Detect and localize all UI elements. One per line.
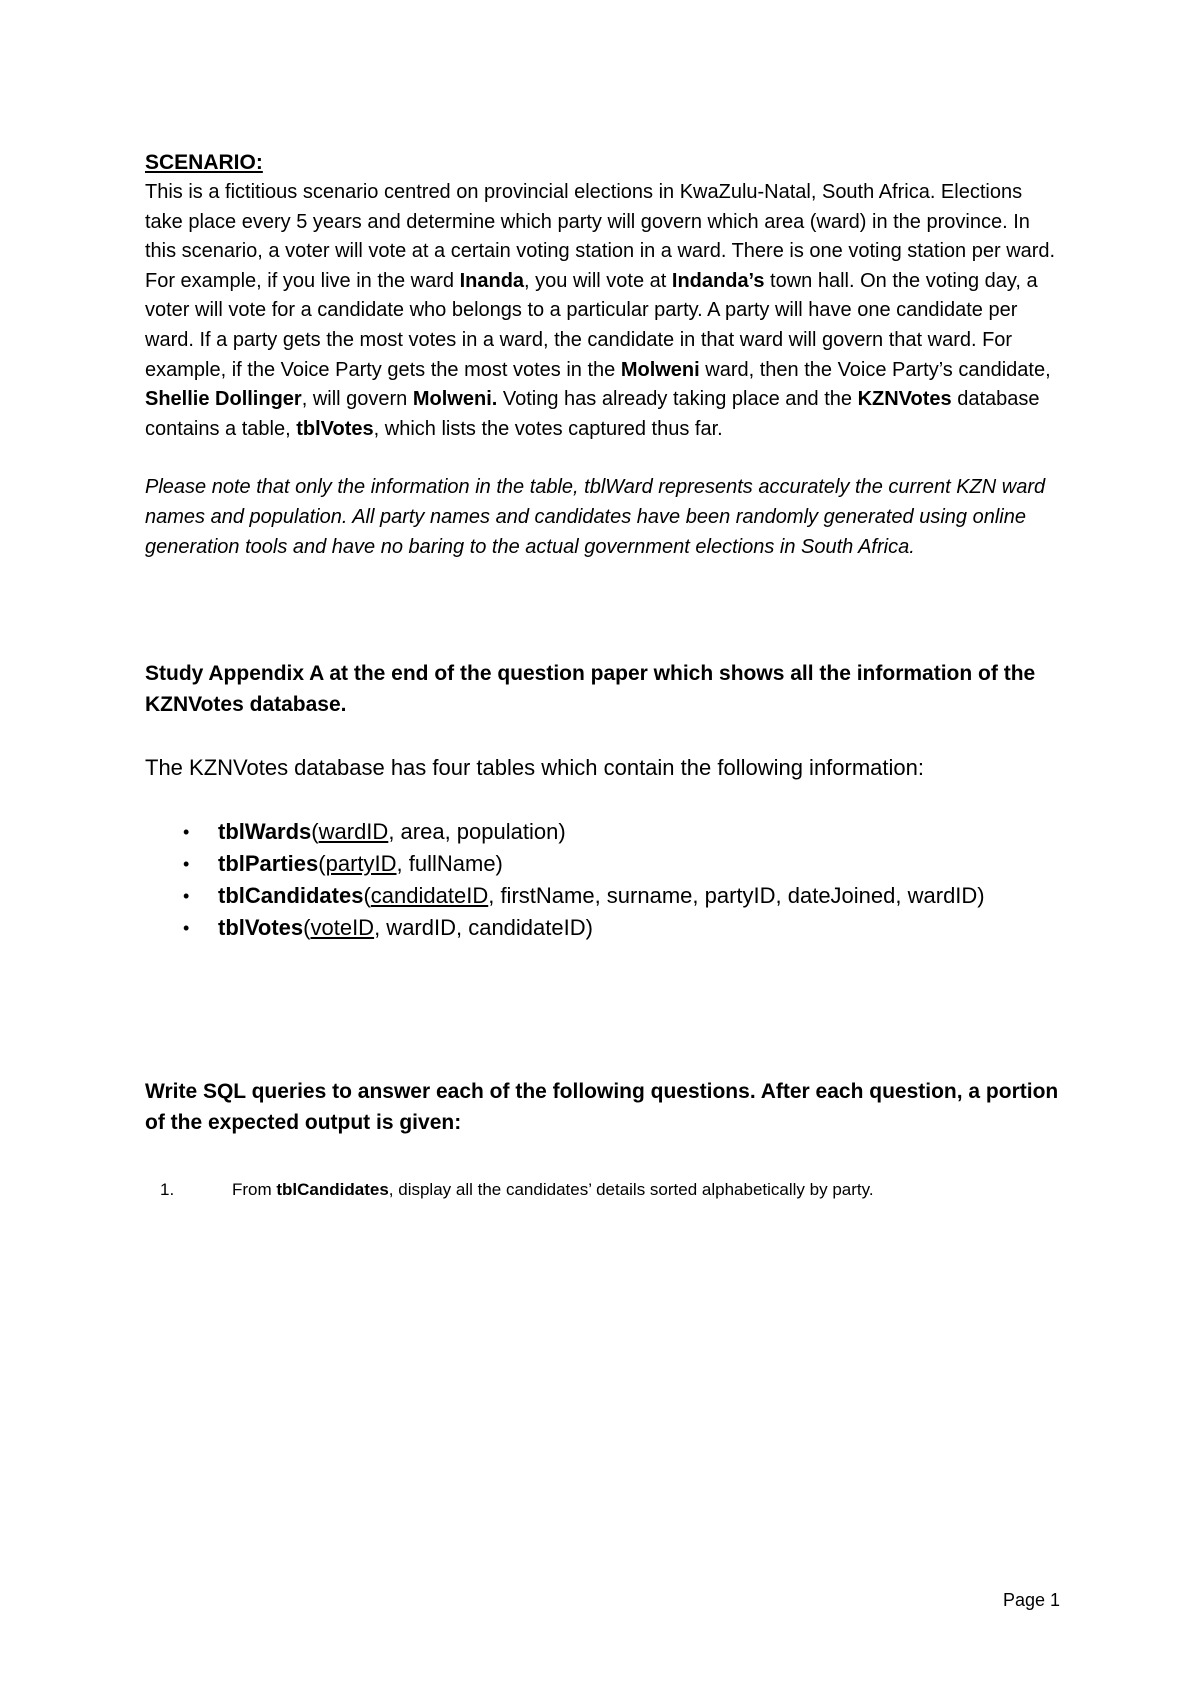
list-item	[145, 816, 985, 848]
scenario-text: database contains a table,	[145, 388, 1040, 440]
bullet-icon: •	[183, 886, 190, 906]
bullet-icon: •	[183, 918, 190, 938]
bullet-icon: •	[183, 854, 190, 874]
list-item	[145, 912, 985, 944]
scenario-text: , will govern	[301, 388, 413, 411]
table-name: tblCandidates	[218, 883, 364, 908]
page-number: Page 1	[1003, 1590, 1061, 1610]
primary-key: partyID	[325, 851, 397, 876]
table-name: tblParties	[218, 851, 319, 876]
question-1	[160, 1178, 874, 1202]
question-number: 1.	[160, 1180, 175, 1199]
scenario-text: town hall. On the voting day, a voter will vote for a candidate who belongs to a particular party. A party will have one candidate per ward. If a party gets the most votes in a ward, the candidate in that ward will govern that ward. For example, if the Voice Party gets the most votes in the	[145, 269, 1038, 381]
table-fields: , wardID, candidateID)	[374, 915, 593, 940]
primary-key: wardID	[318, 819, 389, 844]
scenario-heading: SCENARIO:	[145, 151, 263, 174]
paren: (	[303, 915, 311, 940]
table-fields: , fullName)	[396, 851, 503, 876]
table-fields: , area, population)	[388, 819, 566, 844]
scenario-paragraph	[145, 178, 1065, 444]
list-item	[145, 848, 985, 880]
table-list	[145, 816, 985, 944]
primary-key: voteID	[310, 915, 375, 940]
scenario-text: Voting has already taking place and the	[497, 388, 858, 411]
table-name: tblWards	[218, 819, 312, 844]
question-text: From	[232, 1180, 277, 1199]
scenario-bold-candidate: Shellie Dollinger	[145, 388, 302, 411]
bullet-icon: •	[183, 822, 190, 842]
write-instruction: Write SQL queries to answer each of the following questions. After each question, a portion of the expected output is given:	[145, 1080, 1059, 1134]
scenario-bold-kznvotes: KZNVotes	[857, 388, 952, 411]
scenario-bold-inanda: Inanda	[459, 269, 525, 292]
database-intro: The KZNVotes database has four tables which contain the following information:	[145, 755, 925, 780]
note-paragraph: Please note that only the information in the table, tblWard represents accurately the current KZN ward names and population. All party names and candidates have been randomly generated using online generation tools and have no baring to the actual government elections in South Africa.	[145, 476, 1046, 558]
table-name: tblVotes	[218, 915, 304, 940]
scenario-bold-molweni: Molweni	[620, 358, 700, 381]
scenario-bold-molweni-2: Molweni.	[412, 388, 498, 411]
study-instruction: Study Appendix A at the end of the question paper which shows all the information of the KZNVotes database.	[145, 662, 1036, 716]
paren: (	[363, 883, 371, 908]
question-text: , display all the candidates’ details sorted alphabetically by party.	[388, 1180, 874, 1199]
scenario-text: , you will vote at	[524, 269, 672, 292]
question-table-name: tblCandidates	[276, 1180, 389, 1199]
scenario-bold-indanda: Indanda’s	[671, 269, 765, 292]
primary-key: candidateID	[370, 883, 489, 908]
scenario-text: , which lists the votes captured thus far.	[373, 417, 723, 440]
paren: (	[318, 851, 326, 876]
page-content	[145, 148, 1065, 1199]
table-fields: , firstName, surname, partyID, dateJoined, wardID)	[488, 883, 985, 908]
scenario-text: ward, then the Voice Party’s candidate,	[699, 358, 1051, 381]
scenario-bold-tblvotes: tblVotes	[296, 417, 374, 440]
list-item	[145, 880, 985, 912]
paren: (	[311, 819, 319, 844]
scenario-text: This is a fictitious scenario centred on provincial elections in KwaZulu-Natal, South Africa. Elections take place every 5 years and determine which party will govern which area (ward) in the province. In this scenario, a voter will vote at a certain voting station in a ward. There is one voting station per ward. For example, if you live in the ward	[145, 181, 1056, 292]
